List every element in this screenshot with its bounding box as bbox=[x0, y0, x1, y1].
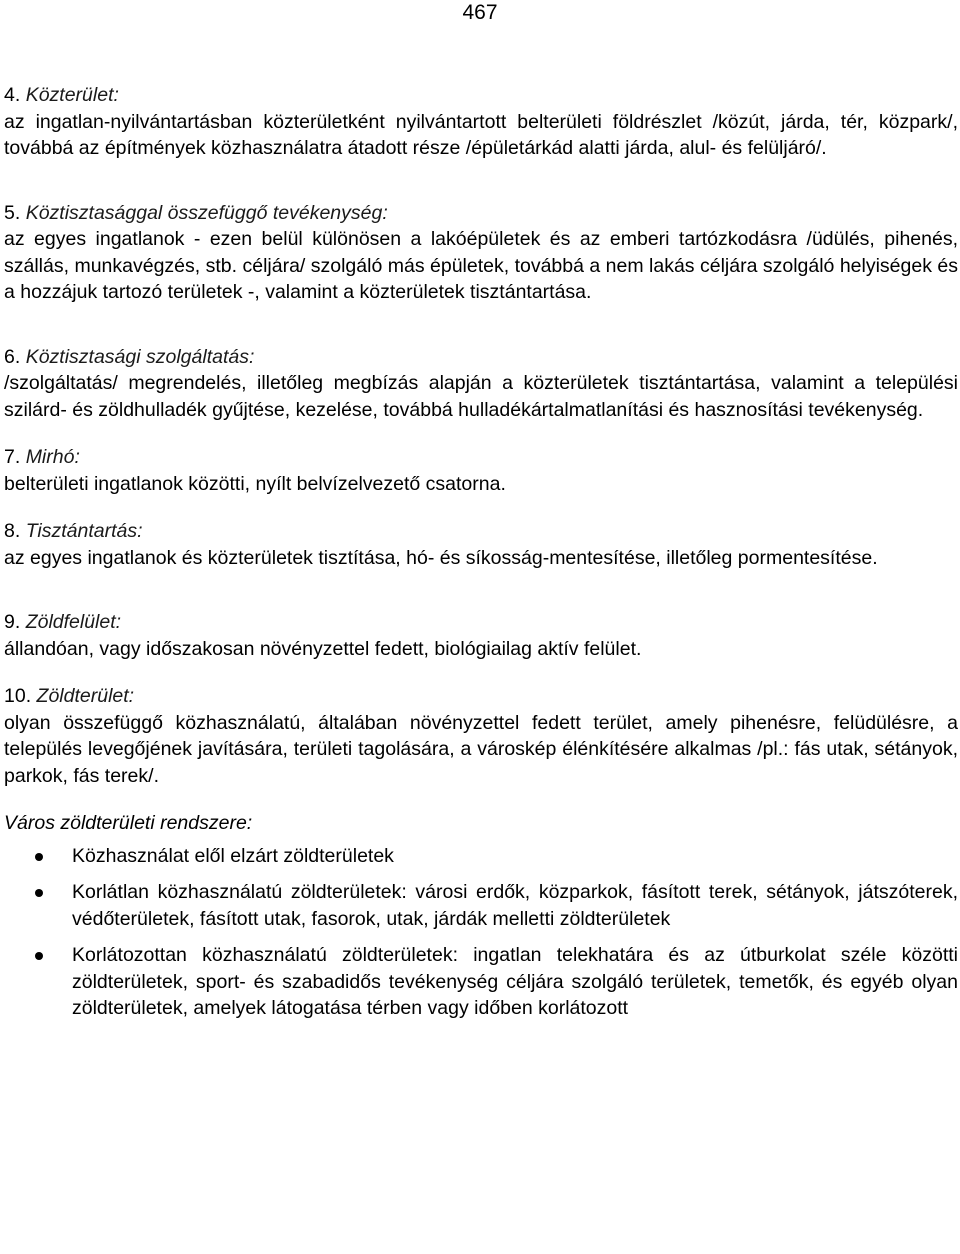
section-title: Mirhó: bbox=[25, 446, 80, 468]
section-body: /szolgáltatás/ megrendelés, illetőleg megbízás alapján a közterületek tisztántartása, valamint a települési szilárd- és zöldhulladék gyűjtése, kezelése, továbbá hulladékártalmatlanítási és hasznosítási tevékenység. bbox=[4, 372, 958, 421]
section-body: az egyes ingatlanok - ezen belül különösen a lakóépületek és az emberi tartózkodásra /üdülés, pihenés, szállás, munkavégzés, stb. céljára/ szolgáló más épületek, továbbá a nem lakás céljára szolgáló helyiségek és a hozzájuk tartozó területek -, valamint a közterületek tisztántartása. bbox=[4, 228, 958, 303]
section-body: állandóan, vagy időszakosan növényzettel fedett, biológiailag aktív felület. bbox=[4, 637, 642, 660]
section-body: az egyes ingatlanok és közterületek tisztítása, hó- és síkosság-mentesítése, illetőleg pormentesítése. bbox=[4, 546, 878, 569]
page-number: 467 bbox=[462, 1, 498, 24]
definition-section-6 bbox=[4, 344, 958, 424]
green-system-list bbox=[4, 843, 958, 1022]
section-heading bbox=[4, 683, 958, 710]
definition-section-8 bbox=[4, 518, 958, 571]
bullet-icon bbox=[35, 889, 43, 897]
section-title: Zöldfelület: bbox=[25, 611, 122, 633]
section-number: 5. bbox=[4, 201, 21, 224]
list-item-text: Közhasználat elől elzárt zöldterületek bbox=[72, 844, 394, 867]
section-title: Közterület: bbox=[25, 84, 119, 106]
section-heading bbox=[4, 344, 958, 371]
section-number: 10. bbox=[4, 685, 32, 707]
list-item-text: Korlátlan közhasználatú zöldterületek: városi erdők, közparkok, fásított terek, sétányok, játszóterek, védőterületek, fásított utak, fasorok, utak, járdák melletti zöldterületek bbox=[72, 881, 958, 930]
green-system-section bbox=[4, 810, 958, 1022]
definition-section-10 bbox=[4, 683, 958, 789]
section-body: az ingatlan-nyilvántartásban közterületként nyilvántartott belterületi földrészlet /közút, járda, tér, közpark/, továbbá az építmények közhasználatra átadott része /épületárkád alatti járda, alul- és felüljáró/. bbox=[4, 110, 958, 159]
list-item-text: Korlátozottan közhasználatú zöldterületek: ingatlan telekhatára és az útburkolat széle közötti zöldterületek, sport- és szabadidős tevékenység céljára szolgáló területek, temetők, és egyéb olyan zöldterületek, amelyek látogatása térben vagy időben korlátozott bbox=[72, 944, 958, 1019]
section-number: 8. bbox=[4, 520, 21, 542]
section-number: 7. bbox=[4, 446, 21, 468]
section-number: 9. bbox=[4, 611, 21, 633]
section-heading bbox=[4, 518, 958, 545]
section-heading bbox=[4, 444, 958, 471]
section-title: Köztisztasági szolgáltatás: bbox=[25, 345, 255, 368]
section-heading bbox=[4, 609, 958, 636]
section-title: Zöldterület: bbox=[36, 685, 135, 707]
list-item bbox=[4, 942, 958, 1022]
section-heading bbox=[4, 82, 958, 109]
section-title: Tisztántartás: bbox=[25, 520, 143, 542]
section-title: Köztisztasággal összefüggő tevékenység: bbox=[25, 201, 388, 224]
definition-section-9 bbox=[4, 609, 958, 662]
definition-section-5 bbox=[4, 200, 958, 306]
green-system-title: Város zöldterületi rendszere: bbox=[4, 812, 253, 834]
list-item bbox=[4, 843, 958, 870]
section-number: 4. bbox=[4, 84, 21, 106]
section-body: belterületi ingatlanok közötti, nyílt belvízelvezető csatorna. bbox=[4, 472, 506, 495]
section-heading bbox=[4, 200, 958, 227]
definition-section-7 bbox=[4, 444, 958, 497]
bullet-icon bbox=[35, 853, 43, 861]
document-body bbox=[4, 82, 958, 1022]
section-body: olyan összefüggő közhasználatú, általában növényzettel fedett terület, amely pihenésre, felüdülésre, a település levegőjének javítására, területi tagolására, a városkép élénkítésére alkalmas /pl.: fás utak, sétányok, parkok, fás terek/. bbox=[4, 711, 958, 787]
bullet-icon bbox=[35, 952, 43, 960]
definition-section-4 bbox=[4, 82, 958, 162]
list-item bbox=[4, 879, 958, 932]
section-number: 6. bbox=[4, 345, 21, 368]
